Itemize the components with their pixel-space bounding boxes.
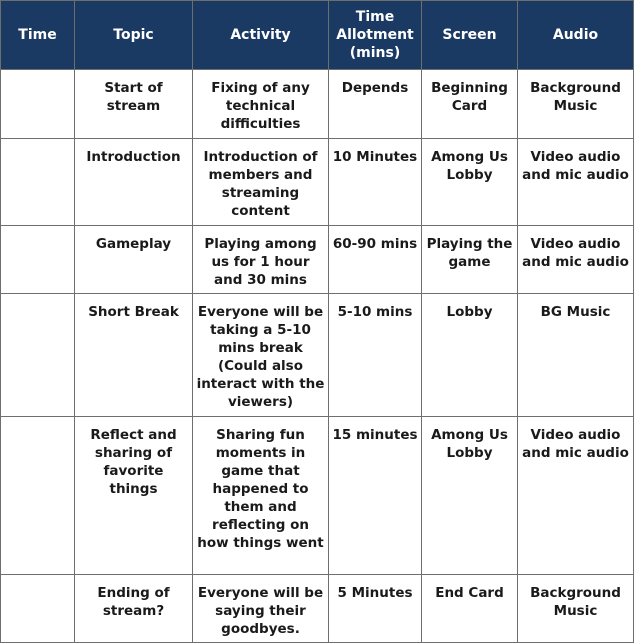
cell-activity: Sharing fun moments in game that happened to them and reflecting on how things went — [193, 417, 329, 575]
table-row — [1, 294, 634, 417]
cell-topic: Introduction — [75, 139, 193, 226]
cell-screen: Beginning Card — [422, 70, 518, 139]
cell-topic: Reflect and sharing of favorite things — [75, 417, 193, 575]
cell-activity: Introduction of members and streaming content — [193, 139, 329, 226]
cell-screen: Playing the game — [422, 226, 518, 294]
cell-screen: Among Us Lobby — [422, 139, 518, 226]
cell-time-allotment: Depends — [329, 70, 422, 139]
cell-activity: Playing among us for 1 hour and 30 mins — [193, 226, 329, 294]
table-row — [1, 139, 634, 226]
cell-audio: Video audio and mic audio — [518, 417, 634, 575]
header-time-allotment: Time Allotment (mins) — [329, 1, 422, 70]
cell-time-allotment: 5 Minutes — [329, 575, 422, 643]
header-screen: Screen — [422, 1, 518, 70]
cell-time — [1, 417, 75, 575]
header-activity: Activity — [193, 1, 329, 70]
cell-audio: Video audio and mic audio — [518, 139, 634, 226]
table-row — [1, 70, 634, 139]
cell-audio: Background Music — [518, 70, 634, 139]
cell-time-allotment: 5-10 mins — [329, 294, 422, 417]
cell-time-allotment: 60-90 mins — [329, 226, 422, 294]
header-row — [1, 1, 634, 70]
cell-time — [1, 294, 75, 417]
cell-time — [1, 70, 75, 139]
cell-audio: BG Music — [518, 294, 634, 417]
cell-time — [1, 226, 75, 294]
header-time: Time — [1, 1, 75, 70]
table-row — [1, 417, 634, 575]
cell-activity: Everyone will be saying their goodbyes. — [193, 575, 329, 643]
cell-topic: Gameplay — [75, 226, 193, 294]
cell-time-allotment: 10 Minutes — [329, 139, 422, 226]
cell-topic: Short Break — [75, 294, 193, 417]
cell-activity: Fixing of any technical difficulties — [193, 70, 329, 139]
cell-audio: Background Music — [518, 575, 634, 643]
cell-audio: Video audio and mic audio — [518, 226, 634, 294]
header-audio: Audio — [518, 1, 634, 70]
cell-screen: Lobby — [422, 294, 518, 417]
cell-activity: Everyone will be taking a 5-10 mins break (Could also interact with the viewers) — [193, 294, 329, 417]
cell-time — [1, 575, 75, 643]
header-topic: Topic — [75, 1, 193, 70]
cell-time-allotment: 15 minutes — [329, 417, 422, 575]
table-row — [1, 226, 634, 294]
cell-screen: Among Us Lobby — [422, 417, 518, 575]
cell-time — [1, 139, 75, 226]
cell-topic: Ending of stream? — [75, 575, 193, 643]
table-row — [1, 575, 634, 643]
cell-screen: End Card — [422, 575, 518, 643]
cell-topic: Start of stream — [75, 70, 193, 139]
